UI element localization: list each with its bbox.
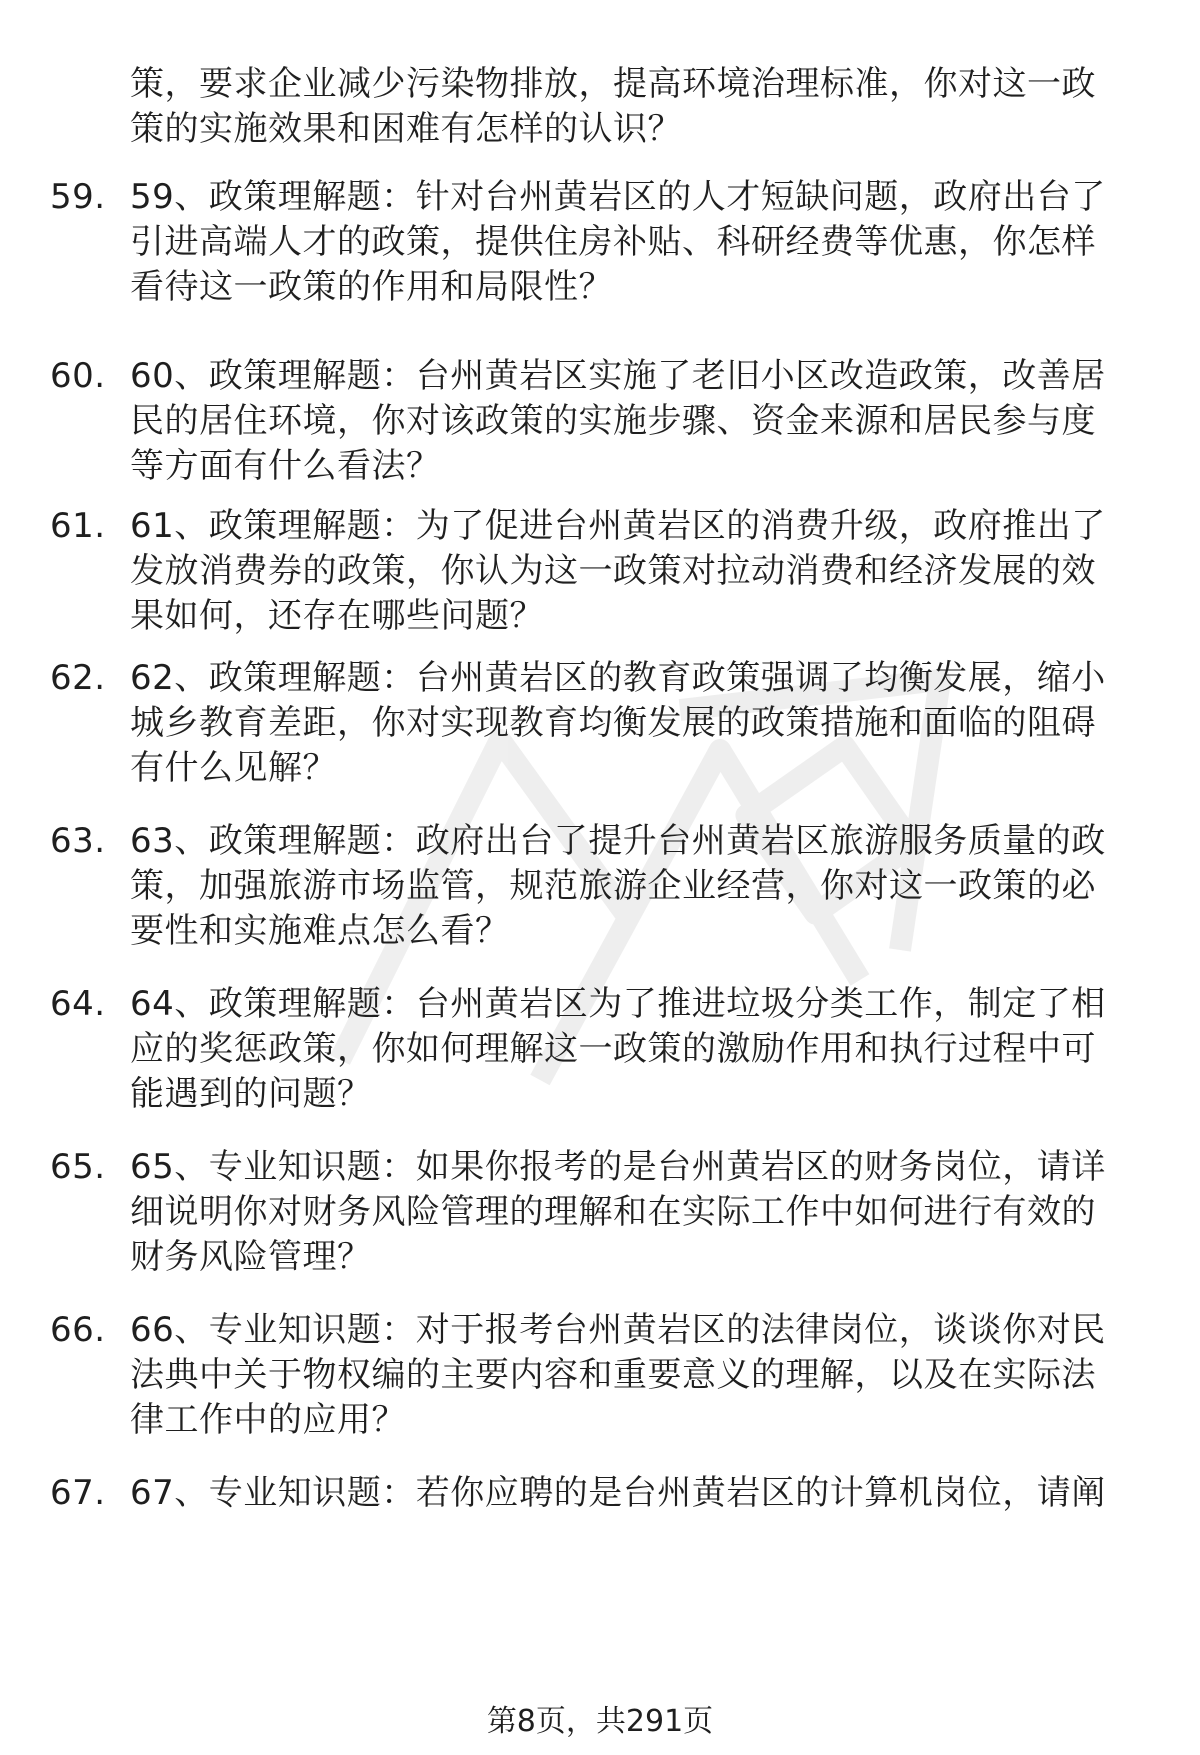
list-item-67 <box>50 1471 1145 1516</box>
text-line: 能遇到的问题？ <box>130 1074 372 1114</box>
text-line: 应的奖惩政策，你如何理解这一政策的激励作用和执行过程中可 <box>130 1029 1096 1069</box>
text-line: 果如何，还存在哪些问题？ <box>130 596 544 636</box>
list-item-60 <box>50 354 1145 489</box>
continuation-paragraph <box>130 62 1145 152</box>
item-number: 67. <box>50 1473 106 1513</box>
list-item-59 <box>50 175 1145 310</box>
list-item-64 <box>50 982 1145 1117</box>
text-line: 60、政策理解题：台州黄岩区实施了老旧小区改造政策，改善居 <box>130 356 1106 396</box>
text-line: 引进高端人才的政策，提供住房补贴、科研经费等优惠，你怎样 <box>130 222 1096 262</box>
item-number: 65. <box>50 1147 106 1187</box>
text-line: 67、专业知识题：若你应聘的是台州黄岩区的计算机岗位，请阐 <box>130 1473 1106 1513</box>
text-line: 法典中关于物权编的主要内容和重要意义的理解，以及在实际法 <box>130 1355 1096 1395</box>
item-number: 64. <box>50 984 106 1024</box>
text-line: 策的实施效果和困难有怎样的认识？ <box>130 109 682 149</box>
text-line: 看待这一政策的作用和局限性？ <box>130 267 613 307</box>
item-number: 62. <box>50 658 106 698</box>
text-line: 62、政策理解题：台州黄岩区的教育政策强调了均衡发展，缩小 <box>130 658 1106 698</box>
text-line: 要性和实施难点怎么看？ <box>130 911 510 951</box>
item-number: 61. <box>50 506 106 546</box>
list-item-66 <box>50 1308 1145 1443</box>
text-line: 策，加强旅游市场监管，规范旅游企业经营，你对这一政策的必 <box>130 866 1096 906</box>
text-line: 63、政策理解题：政府出台了提升台州黄岩区旅游服务质量的政 <box>130 821 1106 861</box>
item-number: 66. <box>50 1310 106 1350</box>
item-number: 59. <box>50 177 106 217</box>
text-line: 59、政策理解题：针对台州黄岩区的人才短缺问题，政府出台了 <box>130 177 1106 217</box>
list-item-65 <box>50 1145 1145 1280</box>
text-line: 城乡教育差距，你对实现教育均衡发展的政策措施和面临的阻碍 <box>130 703 1096 743</box>
text-line: 律工作中的应用？ <box>130 1400 406 1440</box>
item-number: 60. <box>50 356 106 396</box>
list-item-63 <box>50 819 1145 954</box>
text-line: 策，要求企业减少污染物排放，提高环境治理标准，你对这一政 <box>130 64 1096 104</box>
text-line: 财务风险管理？ <box>130 1237 372 1277</box>
text-line: 细说明你对财务风险管理的理解和在实际工作中如何进行有效的 <box>130 1192 1096 1232</box>
page-footer: 第8页，共291页 <box>486 1704 714 1739</box>
text-line: 64、政策理解题：台州黄岩区为了推进垃圾分类工作，制定了相 <box>130 984 1106 1024</box>
list-item-61 <box>50 504 1145 639</box>
text-line: 61、政策理解题：为了促进台州黄岩区的消费升级，政府推出了 <box>130 506 1106 546</box>
text-line: 发放消费券的政策，你认为这一政策对拉动消费和经济发展的效 <box>130 551 1096 591</box>
text-line: 等方面有什么看法？ <box>130 446 441 486</box>
text-line: 65、专业知识题：如果你报考的是台州黄岩区的财务岗位，请详 <box>130 1147 1106 1187</box>
list-item-62 <box>50 656 1145 791</box>
item-number: 63. <box>50 821 106 861</box>
text-line: 有什么见解？ <box>130 748 337 788</box>
text-line: 66、专业知识题：对于报考台州黄岩区的法律岗位，谈谈你对民 <box>130 1310 1106 1350</box>
text-line: 民的居住环境，你对该政策的实施步骤、资金来源和居民参与度 <box>130 401 1096 441</box>
